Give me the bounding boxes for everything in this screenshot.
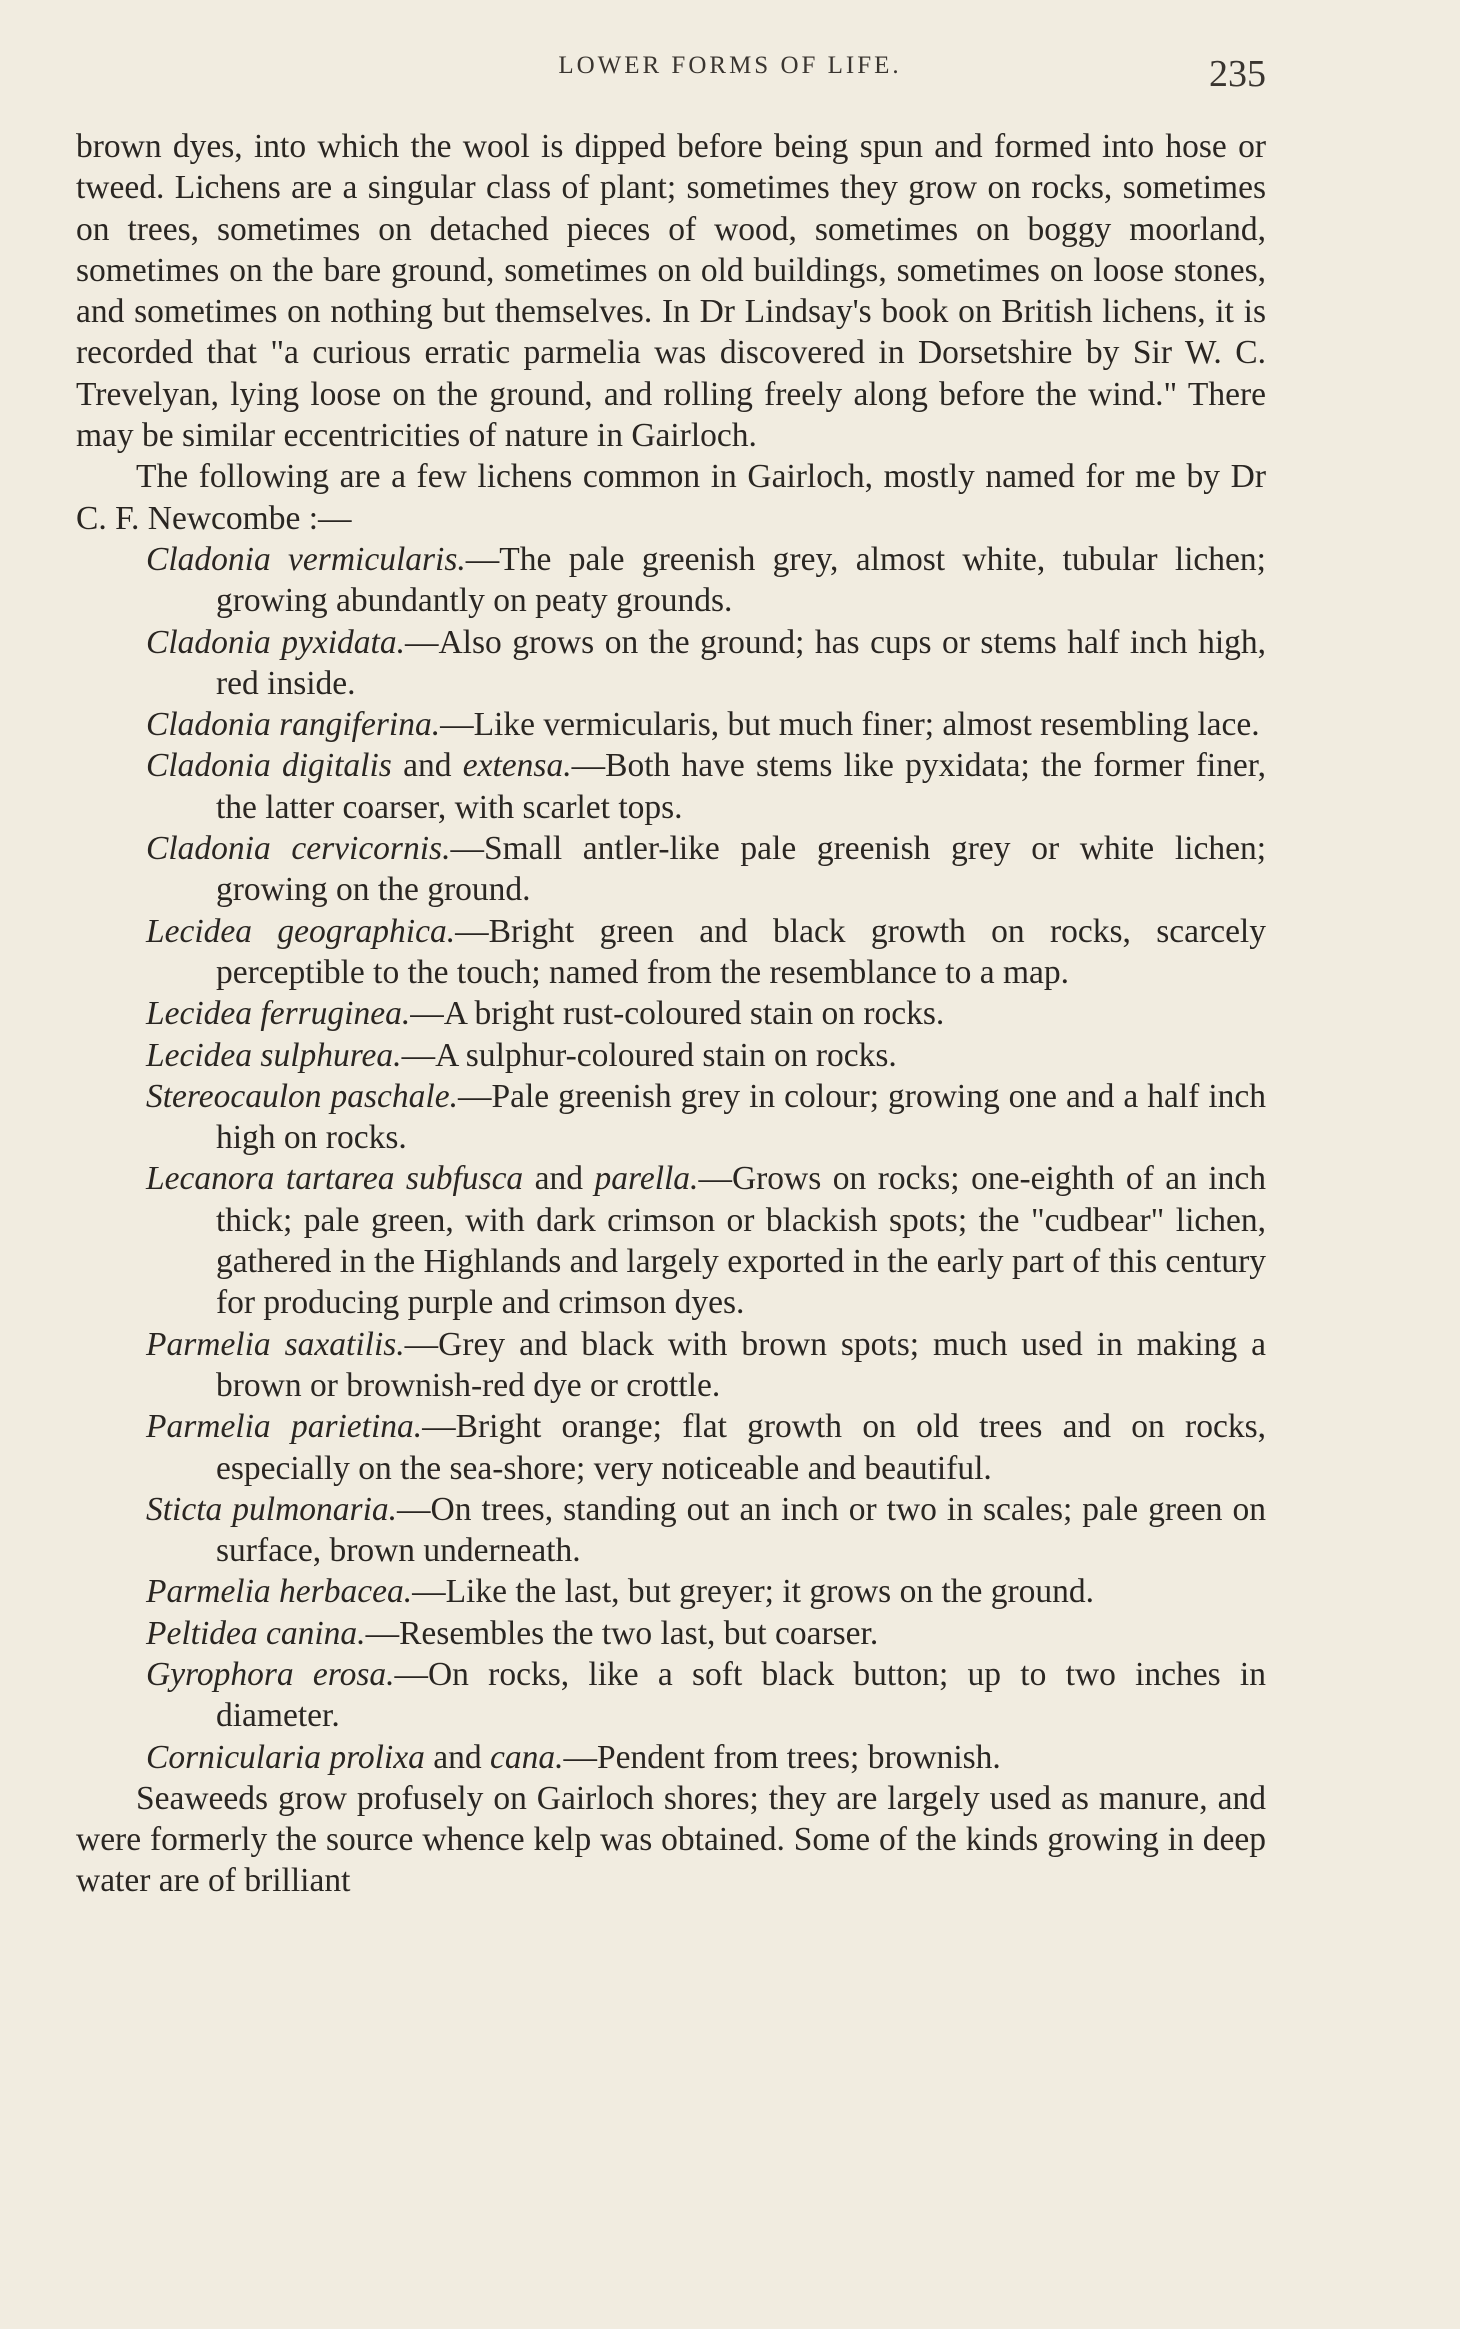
lichen-conjunction: and [391, 747, 463, 785]
lichen-name-second: extensa. [462, 747, 572, 785]
lichen-conjunction: and [424, 1738, 490, 1776]
lichen-description: —A sulphur-coloured stain on rocks. [401, 1036, 897, 1074]
lichen-entry [76, 828, 1266, 911]
lichen-description: —Bright orange; flat growth on old trees and on rocks, especially on the sea-shore; very noticeable and beautiful. [216, 1408, 1266, 1487]
paragraph-seaweeds: Seaweeds grow profusely on Gairloch shores; they are largely used as manure, and were formerly the source whence kelp was obtained. Some of the kinds growing in deep water are of brilliant [76, 1779, 1266, 1900]
lichen-entry [76, 1613, 1266, 1654]
lichen-name: Parmelia herbacea. [146, 1573, 413, 1611]
lichen-name: Sticta pulmonaria. [146, 1490, 398, 1528]
lichen-entry [76, 704, 1266, 745]
lichen-name: Lecidea ferruginea. [146, 995, 411, 1033]
lichen-entry [76, 622, 1266, 705]
lichen-name-second: parella. [594, 1160, 699, 1198]
lichen-name-second: cana. [490, 1738, 564, 1776]
lichen-description: —The pale greenish grey, almost white, tubular lichen; growing abundantly on peaty grounds. [216, 540, 1266, 620]
page-number: 235 [1209, 53, 1266, 95]
lichen-name: Cladonia rangiferina. [146, 706, 441, 744]
lichen-entry [76, 1489, 1266, 1572]
lichen-name: Parmelia saxatilis. [146, 1325, 405, 1363]
paragraph-lichen-list-intro: The following are a few lichens common in Gairloch, mostly named for me by Dr C. F. Newcombe :— [76, 458, 1266, 537]
lichen-entry [76, 745, 1266, 828]
paragraph-lichens-intro: brown dyes, into which the wool is dipped before being spun and formed into hose or tweed. Lichens are a singular class of plant; sometimes they grow on rocks, sometimes on trees, sometimes on detached pieces of wood, sometimes on boggy moorland, sometimes on the bare ground, sometimes on old buildings, sometimes on loose stones, and sometimes on nothing but themselves. In Dr Lindsay's book on British lichens, it is recorded that "a curious erratic parmelia was discovered in Dorsetshire by Sir W. C. Trevelyan, lying loose on the ground, and rolling freely along before the wind." There may be similar eccentricities of nature in Gairloch. [76, 128, 1266, 455]
lichen-name: Lecanora tartarea subfusca [146, 1160, 524, 1198]
body-text [76, 126, 1266, 1902]
lichen-name: Cladonia cervicornis. [146, 830, 451, 868]
lichen-entry [76, 1035, 1266, 1076]
lichen-entry [76, 911, 1266, 994]
lichen-list [76, 539, 1266, 1778]
lichen-description: —Like the last, but greyer; it grows on the ground. [412, 1573, 1095, 1611]
lichen-description: —On trees, standing out an inch or two in scales; pale green on surface, brown underneath. [216, 1490, 1266, 1570]
lichen-description: —A bright rust-coloured stain on rocks. [410, 995, 945, 1033]
lichen-description: —Grey and black with brown spots; much used in making a brown or brownish-red dye or crottle. [216, 1325, 1267, 1404]
lichen-name: Lecidea geographica. [146, 912, 456, 950]
lichen-description: —Small antler-like pale greenish grey or white lichen; growing on the ground. [216, 830, 1266, 909]
lichen-entry [76, 1076, 1266, 1159]
lichen-name: Lecidea sulphurea. [146, 1036, 402, 1074]
lichen-name: Cladonia digitalis [146, 747, 392, 785]
lichen-name: Parmelia parietina. [146, 1408, 423, 1446]
lichen-description: —Bright green and black growth on rocks, scarcely perceptible to the touch; named from the resemblance to a map. [216, 912, 1266, 991]
lichen-entry [76, 993, 1266, 1034]
lichen-name: Cladonia pyxidata. [146, 623, 405, 661]
lichen-name: Peltidea canina. [146, 1614, 366, 1652]
lichen-description: —Pendent from trees; brownish. [563, 1738, 1001, 1776]
lichen-description: —Resembles the two last, but coarser. [365, 1614, 879, 1652]
lichen-entry [76, 1406, 1266, 1489]
lichen-conjunction: and [523, 1160, 595, 1198]
lichen-entry [76, 539, 1266, 622]
lichen-description: —Grows on rocks; one-eighth of an inch thick; pale green, with dark crimson or blackish spots; the "cudbear" lichen, gathered in the Highlands and largely exported in the early part of this century for producing purple and crimson dyes. [216, 1160, 1266, 1322]
lichen-entry [76, 1571, 1266, 1612]
lichen-description: —On rocks, like a soft black button; up to two inches in diameter. [216, 1655, 1266, 1735]
running-head: LOWER FORMS OF LIFE. [558, 52, 902, 79]
lichen-description: —Both have stems like pyxidata; the former finer, the latter coarser, with scarlet tops. [216, 747, 1266, 826]
lichen-name: Cladonia vermicularis. [146, 540, 466, 578]
lichen-description: —Like vermicularis, but much finer; almost resembling lace. [440, 706, 1260, 744]
lichen-entry [76, 1324, 1266, 1407]
lichen-name: Gyrophora erosa. [146, 1655, 395, 1693]
lichen-name: Stereocaulon paschale. [146, 1077, 458, 1115]
lichen-entry [76, 1654, 1266, 1737]
lichen-description: —Also grows on the ground; has cups or stems half inch high, red inside. [216, 623, 1267, 702]
lichen-entry [76, 1737, 1266, 1778]
lichen-description: —Pale greenish grey in colour; growing one and a half inch high on rocks. [216, 1077, 1266, 1157]
lichen-name: Cornicularia prolixa [146, 1738, 425, 1776]
lichen-entry [76, 1158, 1266, 1323]
